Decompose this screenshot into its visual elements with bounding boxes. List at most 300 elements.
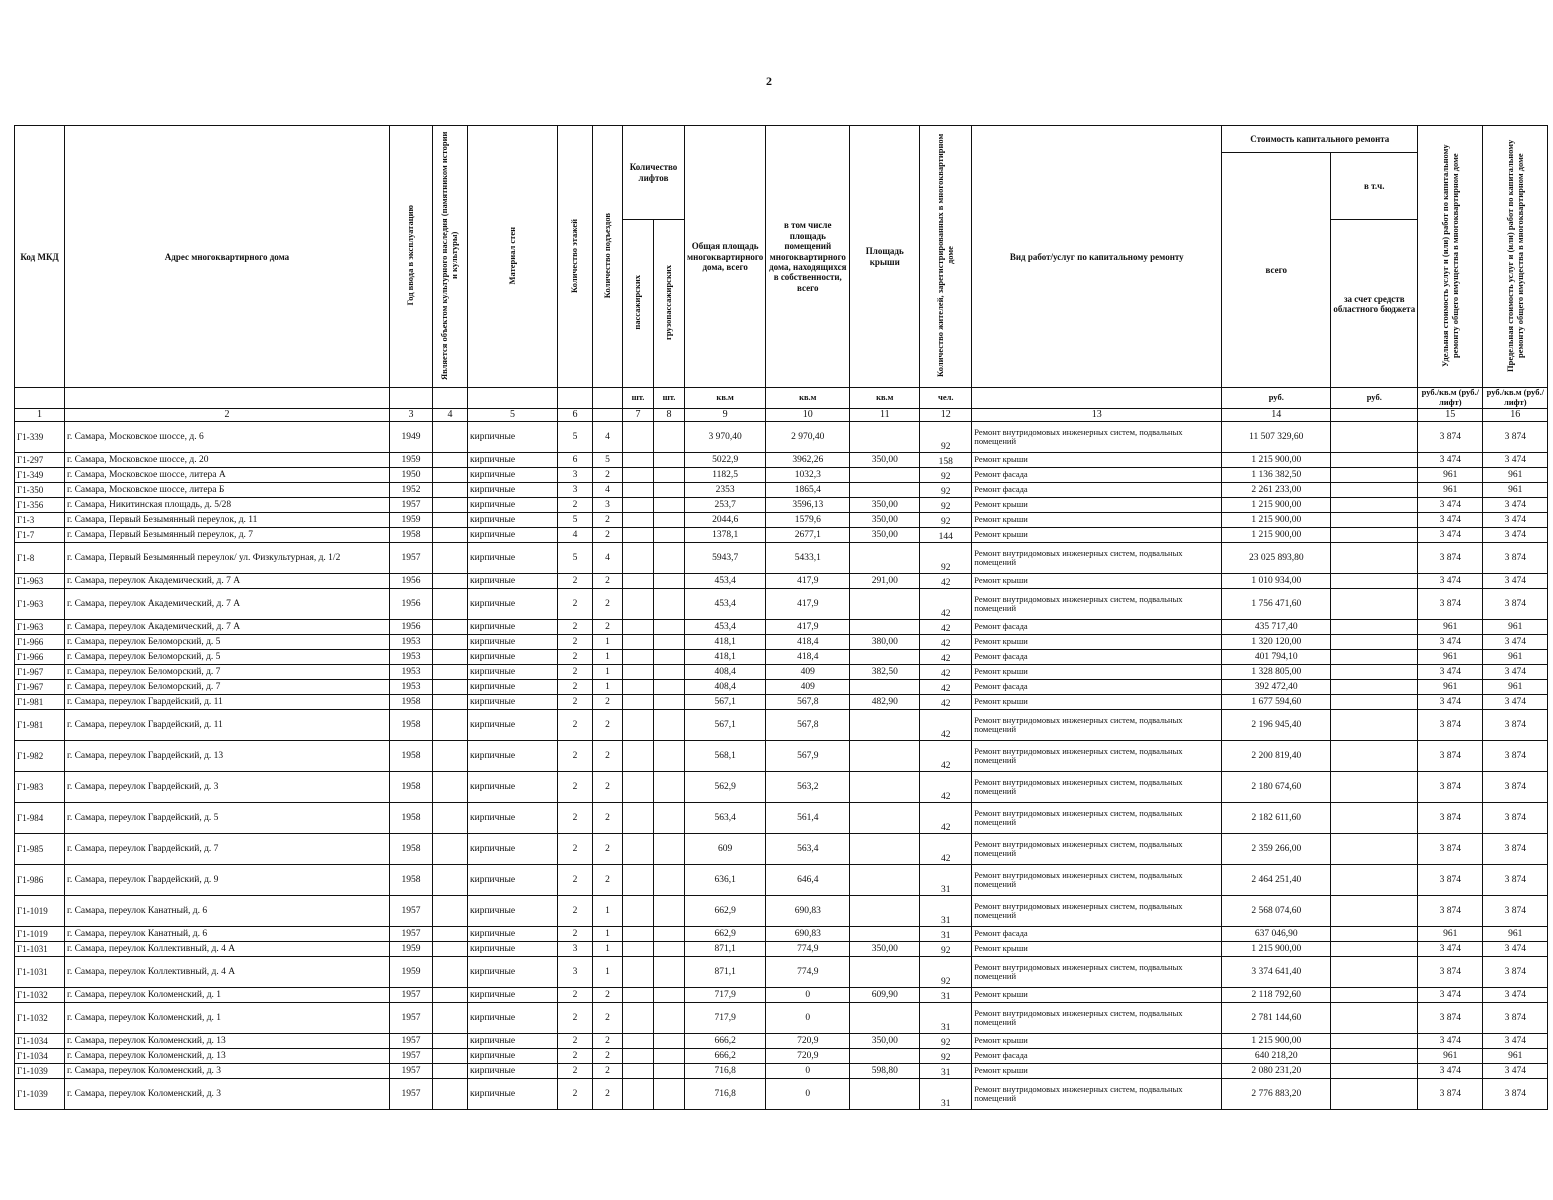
cell-lifts-cargo (654, 987, 685, 1002)
cell-entrances: 2 (593, 1002, 623, 1033)
cell-lifts-passenger (623, 864, 654, 895)
header-entrances: Количество подъездов (593, 126, 623, 388)
cell-entrances: 2 (593, 1033, 623, 1048)
cell-work-type: Ремонт внутридомовых инженерных систем, подвальных помещений (972, 1078, 1222, 1109)
table-row (15, 740, 1548, 771)
column-number: 1 (15, 408, 65, 421)
cell-unit-cost: 3 874 (1418, 421, 1483, 452)
cell-cost-total: 2 776 883,20 (1222, 1078, 1331, 1109)
table-body (15, 421, 1548, 1109)
cell-unit-cost: 3 474 (1418, 497, 1483, 512)
cell-residents: 92 (920, 1033, 972, 1048)
cell-work-type: Ремонт крыши (972, 1033, 1222, 1048)
cell-entrances: 2 (593, 987, 623, 1002)
cell-max-cost: 3 474 (1483, 527, 1548, 542)
cell-address: г. Самара, переулок Коломенский, д. 13 (65, 1048, 390, 1063)
cell-cost-total: 1 215 900,00 (1222, 452, 1331, 467)
cell-owned-area: 720,9 (766, 1033, 850, 1048)
table-row (15, 634, 1548, 649)
cell-owned-area: 418,4 (766, 634, 850, 649)
cell-lifts-cargo (654, 527, 685, 542)
column-number (593, 408, 623, 421)
cell-lifts-passenger (623, 926, 654, 941)
cell-owned-area: 567,8 (766, 709, 850, 740)
cell-work-type: Ремонт внутридомовых инженерных систем, подвальных помещений (972, 588, 1222, 619)
cell-cost-total: 2 200 819,40 (1222, 740, 1331, 771)
table-row (15, 1078, 1548, 1109)
cell-owned-area: 0 (766, 1063, 850, 1078)
cell-heritage (433, 740, 468, 771)
cell-residents: 92 (920, 941, 972, 956)
cell-work-type: Ремонт фасада (972, 649, 1222, 664)
cell-max-cost: 3 874 (1483, 740, 1548, 771)
cell-residents: 42 (920, 649, 972, 664)
cell-unit-cost: 3 874 (1418, 709, 1483, 740)
cell-work-type: Ремонт внутридомовых инженерных систем, подвальных помещений (972, 1002, 1222, 1033)
cell-lifts-passenger (623, 619, 654, 634)
cell-total-area: 666,2 (685, 1048, 766, 1063)
cell-cost-regional (1331, 452, 1418, 467)
cell-residents: 42 (920, 740, 972, 771)
cell-max-cost: 3 874 (1483, 802, 1548, 833)
cell-max-cost: 3 874 (1483, 895, 1548, 926)
cell-lifts-cargo (654, 467, 685, 482)
cell-cost-total: 1 136 382,50 (1222, 467, 1331, 482)
cell-lifts-passenger (623, 421, 654, 452)
cell-address: г. Самара, переулок Академический, д. 7 А (65, 573, 390, 588)
cell-max-cost: 3 474 (1483, 1063, 1548, 1078)
cell-material: кирпичные (468, 421, 558, 452)
cell-cost-regional (1331, 833, 1418, 864)
cell-address: г. Самара, Никитинская площадь, д. 5/28 (65, 497, 390, 512)
cell-owned-area: 409 (766, 679, 850, 694)
cell-work-type: Ремонт фасада (972, 1048, 1222, 1063)
table-row (15, 452, 1548, 467)
header-code: Код МКД (15, 126, 65, 388)
cell-heritage (433, 527, 468, 542)
table-row (15, 1063, 1548, 1078)
cell-roof-area (850, 740, 920, 771)
cell-max-cost: 3 874 (1483, 956, 1548, 987)
cell-cost-regional (1331, 588, 1418, 619)
cell-roof-area (850, 542, 920, 573)
cell-unit-cost: 3 474 (1418, 1063, 1483, 1078)
cell-cost-total: 2 568 074,60 (1222, 895, 1331, 926)
table-row (15, 864, 1548, 895)
cell-code: Г1-966 (15, 634, 65, 649)
cell-lifts-cargo (654, 864, 685, 895)
cell-residents: 31 (920, 1078, 972, 1109)
cell-max-cost: 3 474 (1483, 512, 1548, 527)
cell-lifts-cargo (654, 833, 685, 864)
cell-address: г. Самара, переулок Коломенский, д. 1 (65, 1002, 390, 1033)
cell-address: г. Самара, Московское шоссе, литера А (65, 467, 390, 482)
cell-floors: 3 (558, 467, 593, 482)
cell-lifts-passenger (623, 467, 654, 482)
cell-cost-total: 3 374 641,40 (1222, 956, 1331, 987)
cell-cost-regional (1331, 694, 1418, 709)
cell-entrances: 1 (593, 634, 623, 649)
cell-work-type: Ремонт крыши (972, 497, 1222, 512)
cell-cost-regional (1331, 421, 1418, 452)
cell-work-type: Ремонт крыши (972, 573, 1222, 588)
cell-material: кирпичные (468, 619, 558, 634)
cell-owned-area: 690,83 (766, 926, 850, 941)
cell-floors: 2 (558, 833, 593, 864)
cell-unit-cost: 3 474 (1418, 987, 1483, 1002)
column-number: 13 (972, 408, 1222, 421)
header-floors: Количество этажей (558, 126, 593, 388)
cell-code: Г1-3 (15, 512, 65, 527)
cell-lifts-passenger (623, 694, 654, 709)
cell-cost-regional (1331, 634, 1418, 649)
cell-lifts-cargo (654, 926, 685, 941)
cell-total-area: 562,9 (685, 771, 766, 802)
cell-entrances: 2 (593, 709, 623, 740)
cell-roof-area (850, 709, 920, 740)
cell-lifts-cargo (654, 497, 685, 512)
cell-lifts-passenger (623, 709, 654, 740)
cell-material: кирпичные (468, 634, 558, 649)
cell-cost-total: 2 196 945,40 (1222, 709, 1331, 740)
cell-total-area: 408,4 (685, 679, 766, 694)
cell-entrances: 4 (593, 421, 623, 452)
cell-lifts-passenger (623, 588, 654, 619)
cell-entrances: 1 (593, 941, 623, 956)
cell-lifts-passenger (623, 497, 654, 512)
cell-cost-total: 11 507 329,60 (1222, 421, 1331, 452)
cell-roof-area: 380,00 (850, 634, 920, 649)
cell-material: кирпичные (468, 1002, 558, 1033)
cell-roof-area (850, 679, 920, 694)
cell-residents: 31 (920, 895, 972, 926)
unit-residents: чел. (920, 388, 972, 409)
header-total-area: Общая площадь многоквартирного дома, всего (685, 126, 766, 388)
cell-heritage (433, 542, 468, 573)
cell-residents: 42 (920, 709, 972, 740)
cell-work-type: Ремонт внутридомовых инженерных систем, подвальных помещений (972, 709, 1222, 740)
cell-owned-area: 567,8 (766, 694, 850, 709)
cell-residents: 92 (920, 512, 972, 527)
cell-total-area: 568,1 (685, 740, 766, 771)
cell-address: г. Самара, переулок Коломенский, д. 3 (65, 1063, 390, 1078)
cell-owned-area: 5433,1 (766, 542, 850, 573)
cell-heritage (433, 467, 468, 482)
cell-unit-cost: 3 874 (1418, 833, 1483, 864)
cell-roof-area (850, 1002, 920, 1033)
cell-total-area: 716,8 (685, 1063, 766, 1078)
cell-lifts-cargo (654, 573, 685, 588)
cell-code: Г1-985 (15, 833, 65, 864)
cell-lifts-cargo (654, 956, 685, 987)
cell-lifts-cargo (654, 421, 685, 452)
cell-total-area: 871,1 (685, 941, 766, 956)
cell-max-cost: 3 874 (1483, 709, 1548, 740)
cell-cost-regional (1331, 987, 1418, 1002)
cell-entrances: 4 (593, 482, 623, 497)
cell-material: кирпичные (468, 864, 558, 895)
cell-material: кирпичные (468, 497, 558, 512)
cell-material: кирпичные (468, 926, 558, 941)
cell-entrances: 2 (593, 1048, 623, 1063)
cell-lifts-cargo (654, 802, 685, 833)
cell-entrances: 1 (593, 956, 623, 987)
cell-unit-cost: 3 474 (1418, 634, 1483, 649)
header-max-cost: Предельная стоимость услуг и (или) работ по капитальному ремонту общего имущества в многоквартирном доме (1483, 126, 1548, 388)
cell-lifts-passenger (623, 895, 654, 926)
cell-work-type: Ремонт внутридомовых инженерных систем, подвальных помещений (972, 895, 1222, 926)
cell-heritage (433, 512, 468, 527)
cell-roof-area (850, 649, 920, 664)
unit-heritage (433, 388, 468, 409)
cell-total-area: 1182,5 (685, 467, 766, 482)
cell-address: г. Самара, переулок Гвардейский, д. 7 (65, 833, 390, 864)
cell-material: кирпичные (468, 895, 558, 926)
cell-work-type: Ремонт крыши (972, 527, 1222, 542)
cell-cost-total: 23 025 893,80 (1222, 542, 1331, 573)
cell-lifts-cargo (654, 694, 685, 709)
cell-entrances: 2 (593, 1078, 623, 1109)
cell-code: Г1-967 (15, 664, 65, 679)
cell-owned-area: 418,4 (766, 649, 850, 664)
cell-roof-area (850, 802, 920, 833)
cell-entrances: 1 (593, 679, 623, 694)
cell-year: 1959 (390, 512, 433, 527)
cell-total-area: 5943,7 (685, 542, 766, 573)
cell-year: 1958 (390, 864, 433, 895)
cell-code: Г1-356 (15, 497, 65, 512)
cell-material: кирпичные (468, 833, 558, 864)
cell-lifts-cargo (654, 619, 685, 634)
cell-material: кирпичные (468, 542, 558, 573)
cell-work-type: Ремонт фасада (972, 926, 1222, 941)
table-row (15, 482, 1548, 497)
cell-lifts-passenger (623, 987, 654, 1002)
cell-heritage (433, 452, 468, 467)
cell-roof-area: 609,90 (850, 987, 920, 1002)
cell-lifts-cargo (654, 709, 685, 740)
cell-address: г. Самара, переулок Канатный, д. 6 (65, 895, 390, 926)
cell-heritage (433, 664, 468, 679)
unit-address (65, 388, 390, 409)
cell-work-type: Ремонт крыши (972, 694, 1222, 709)
column-number: 6 (558, 408, 593, 421)
unit-cost-total: руб. (1222, 388, 1331, 409)
table-row (15, 802, 1548, 833)
header-residents: Количество жителей, зарегистрированных в многоквартирном доме (920, 126, 972, 388)
cell-cost-total: 2 080 231,20 (1222, 1063, 1331, 1078)
column-number: 11 (850, 408, 920, 421)
cell-cost-regional (1331, 619, 1418, 634)
cell-heritage (433, 497, 468, 512)
cell-heritage (433, 941, 468, 956)
cell-year: 1957 (390, 1063, 433, 1078)
cell-cost-regional (1331, 864, 1418, 895)
cell-lifts-passenger (623, 956, 654, 987)
cell-code: Г1-967 (15, 679, 65, 694)
unit-lifts-cargo: шт. (654, 388, 685, 409)
cell-heritage (433, 694, 468, 709)
cell-residents: 31 (920, 1002, 972, 1033)
cell-lifts-passenger (623, 833, 654, 864)
cell-residents: 42 (920, 619, 972, 634)
table-row (15, 956, 1548, 987)
header-incl: в т.ч. (1331, 153, 1418, 220)
cell-code: Г1-983 (15, 771, 65, 802)
cell-work-type: Ремонт внутридомовых инженерных систем, подвальных помещений (972, 771, 1222, 802)
table-row (15, 987, 1548, 1002)
cell-lifts-passenger (623, 1063, 654, 1078)
cell-floors: 2 (558, 864, 593, 895)
cell-cost-total: 2 464 251,40 (1222, 864, 1331, 895)
cell-material: кирпичные (468, 987, 558, 1002)
cell-unit-cost: 3 874 (1418, 802, 1483, 833)
unit-entrances (593, 388, 623, 409)
cell-entrances: 2 (593, 512, 623, 527)
column-number: 7 (623, 408, 654, 421)
cell-total-area: 563,4 (685, 802, 766, 833)
cell-year: 1958 (390, 527, 433, 542)
cell-address: г. Самара, переулок Гвардейский, д. 9 (65, 864, 390, 895)
cell-unit-cost: 3 874 (1418, 956, 1483, 987)
column-number: 10 (766, 408, 850, 421)
cell-heritage (433, 1002, 468, 1033)
cell-address: г. Самара, переулок Беломорский, д. 5 (65, 634, 390, 649)
cell-material: кирпичные (468, 694, 558, 709)
cell-heritage (433, 482, 468, 497)
cell-cost-regional (1331, 649, 1418, 664)
cell-heritage (433, 1078, 468, 1109)
cell-cost-total: 1 215 900,00 (1222, 941, 1331, 956)
cell-residents: 158 (920, 452, 972, 467)
cell-owned-area: 563,4 (766, 833, 850, 864)
unit-floors (558, 388, 593, 409)
cell-max-cost: 961 (1483, 1048, 1548, 1063)
cell-cost-total: 1 756 471,60 (1222, 588, 1331, 619)
cell-work-type: Ремонт внутридомовых инженерных систем, подвальных помещений (972, 740, 1222, 771)
cell-unit-cost: 961 (1418, 467, 1483, 482)
cell-lifts-cargo (654, 634, 685, 649)
cell-residents: 42 (920, 573, 972, 588)
cell-unit-cost: 3 474 (1418, 694, 1483, 709)
cell-floors: 3 (558, 941, 593, 956)
cell-material: кирпичные (468, 740, 558, 771)
cell-owned-area: 1032,3 (766, 467, 850, 482)
cell-code: Г1-349 (15, 467, 65, 482)
cell-roof-area (850, 895, 920, 926)
cell-lifts-cargo (654, 771, 685, 802)
cell-total-area: 418,1 (685, 634, 766, 649)
cell-owned-area: 774,9 (766, 941, 850, 956)
cell-cost-total: 2 261 233,00 (1222, 482, 1331, 497)
cell-cost-regional (1331, 771, 1418, 802)
cell-floors: 2 (558, 1048, 593, 1063)
cell-lifts-cargo (654, 941, 685, 956)
cell-roof-area (850, 421, 920, 452)
cell-code: Г1-297 (15, 452, 65, 467)
cell-residents: 42 (920, 833, 972, 864)
cell-residents: 92 (920, 467, 972, 482)
cell-year: 1953 (390, 649, 433, 664)
unit-cost-regional: руб. (1331, 388, 1418, 409)
cell-work-type: Ремонт фасада (972, 679, 1222, 694)
cell-floors: 2 (558, 987, 593, 1002)
cell-code: Г1-1032 (15, 1002, 65, 1033)
cell-total-area: 567,1 (685, 694, 766, 709)
header-cost-total: всего (1222, 153, 1331, 388)
cell-entrances: 4 (593, 542, 623, 573)
cell-residents: 31 (920, 1063, 972, 1078)
cell-address: г. Самара, переулок Гвардейский, д. 11 (65, 709, 390, 740)
cell-code: Г1-981 (15, 709, 65, 740)
cell-residents: 42 (920, 679, 972, 694)
cell-roof-area (850, 956, 920, 987)
cell-floors: 2 (558, 649, 593, 664)
cell-cost-regional (1331, 895, 1418, 926)
column-number: 9 (685, 408, 766, 421)
cell-owned-area: 1579,6 (766, 512, 850, 527)
cell-unit-cost: 3 874 (1418, 895, 1483, 926)
cell-heritage (433, 833, 468, 864)
cell-unit-cost: 3 874 (1418, 1078, 1483, 1109)
table-row (15, 588, 1548, 619)
cell-material: кирпичные (468, 1033, 558, 1048)
cell-address: г. Самара, переулок Беломорский, д. 5 (65, 649, 390, 664)
cell-floors: 2 (558, 1002, 593, 1033)
cell-owned-area: 567,9 (766, 740, 850, 771)
cell-material: кирпичные (468, 527, 558, 542)
table-row (15, 709, 1548, 740)
cell-floors: 2 (558, 771, 593, 802)
cell-owned-area: 3962,26 (766, 452, 850, 467)
cell-unit-cost: 3 874 (1418, 588, 1483, 619)
cell-total-area: 662,9 (685, 926, 766, 941)
table-row (15, 926, 1548, 941)
cell-roof-area: 350,00 (850, 512, 920, 527)
cell-entrances: 2 (593, 833, 623, 864)
cell-cost-regional (1331, 709, 1418, 740)
cell-max-cost: 3 474 (1483, 1033, 1548, 1048)
cell-address: г. Самара, переулок Коллективный, д. 4 А (65, 956, 390, 987)
cell-lifts-cargo (654, 1033, 685, 1048)
cell-address: г. Самара, переулок Гвардейский, д. 11 (65, 694, 390, 709)
cell-max-cost: 3 874 (1483, 833, 1548, 864)
cell-roof-area (850, 467, 920, 482)
cell-residents: 42 (920, 694, 972, 709)
cell-total-area: 716,8 (685, 1078, 766, 1109)
cell-work-type: Ремонт фасада (972, 482, 1222, 497)
cell-unit-cost: 3 474 (1418, 664, 1483, 679)
cell-cost-regional (1331, 467, 1418, 482)
cell-material: кирпичные (468, 709, 558, 740)
cell-max-cost: 3 874 (1483, 1002, 1548, 1033)
cell-entrances: 2 (593, 588, 623, 619)
cell-code: Г1-350 (15, 482, 65, 497)
cell-total-area: 1378,1 (685, 527, 766, 542)
cell-roof-area (850, 926, 920, 941)
cell-year: 1956 (390, 573, 433, 588)
cell-cost-regional (1331, 802, 1418, 833)
cell-total-area: 717,9 (685, 1002, 766, 1033)
cell-cost-regional (1331, 512, 1418, 527)
cell-heritage (433, 895, 468, 926)
cell-unit-cost: 3 874 (1418, 1002, 1483, 1033)
cell-heritage (433, 421, 468, 452)
cell-heritage (433, 573, 468, 588)
cell-unit-cost: 961 (1418, 679, 1483, 694)
cell-work-type: Ремонт крыши (972, 987, 1222, 1002)
cell-lifts-cargo (654, 649, 685, 664)
